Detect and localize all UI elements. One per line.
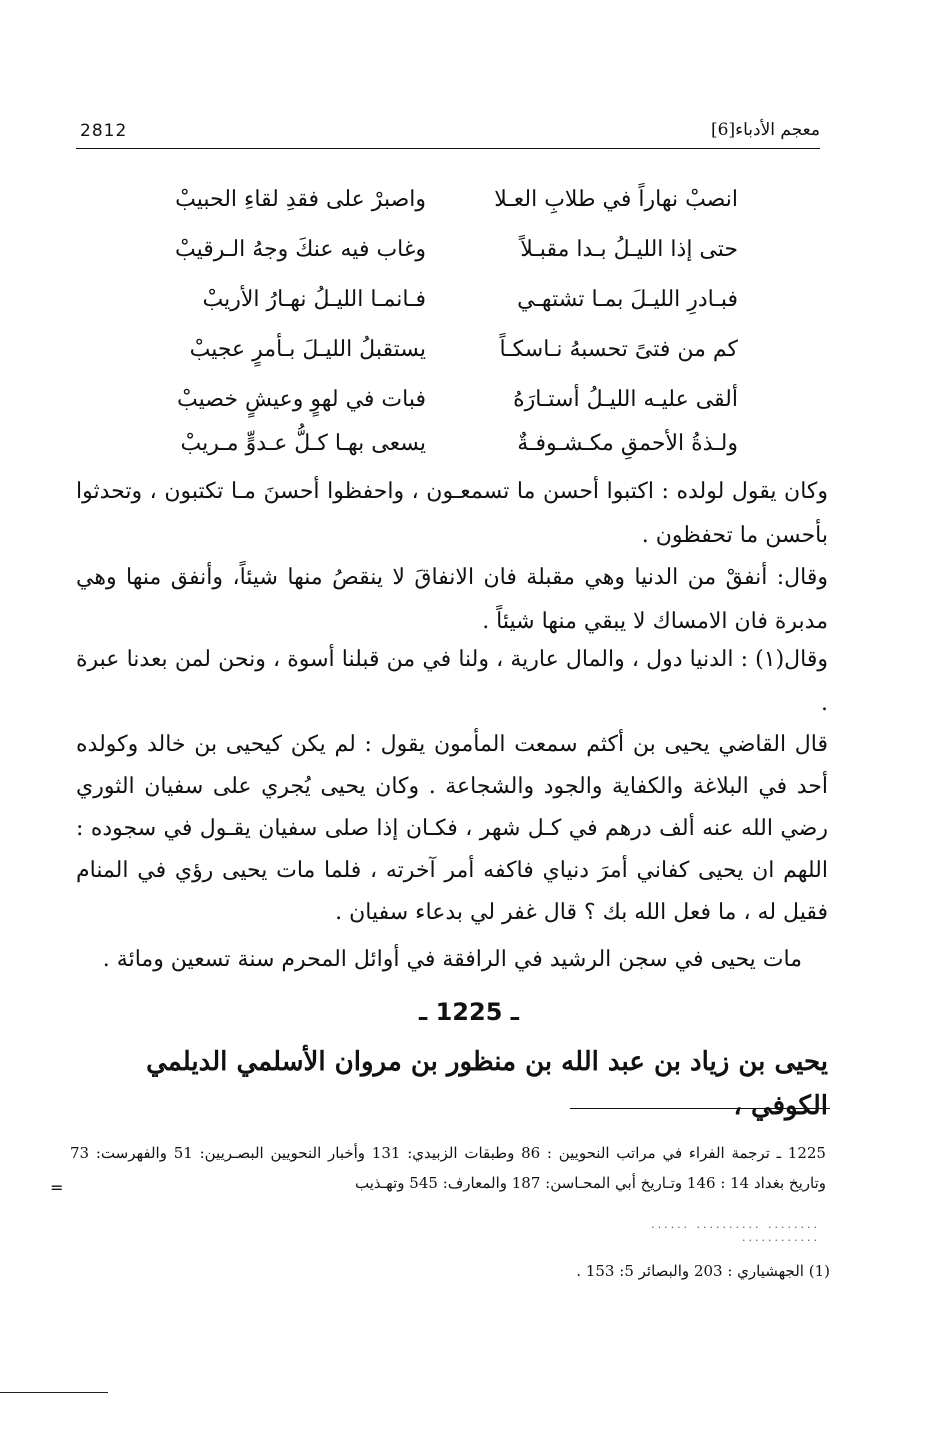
- poem-hemistich-first: كم من فتىً تحسبهُ نـاسكـاً: [499, 337, 738, 362]
- entry-number: ـ 1225 ـ: [419, 998, 519, 1026]
- paragraph-al-mamun-report: قال القاضي يحيى بن أكثم سمعت المأمون يقول : لم يكن كيحيى بن خالد وكولده أحد في البلاغة والكفاية والجود والشجاعة . وكان يحيى يُجري على سفيان الثوري رضي الله عنه ألف درهم في كـل شهر ، فكـان إذا صلى سفيان يقـول في سجوده : اللهم ان يحيى كفاني أمرَ دنياي فاكفه أمر آخرته ، فلما مات يحيى رؤي في المنام فقيل له ، ما فعل الله بك ؟ قال غفر لي بدعاء سفيان .: [76, 732, 828, 925]
- poem-hemistich-second: وغاب فيه عنكَ وجهُ الـرقيبْ: [175, 237, 426, 262]
- prose-block: [76, 638, 828, 726]
- running-header-title: معجم الأدباء[6]: [711, 120, 820, 140]
- continuation-mark: =: [50, 1178, 64, 1197]
- paragraph-death: مات يحيى في سجن الرشيد في الرافقة في أوائل المحرم سنة تسعين ومائة .: [102, 947, 802, 972]
- paragraph-advice-to-sons: وكان يقول لولده : اكتبوا أحسن ما تسمعـون ، واحفظوا أحسنَ مـا تكتبون ، وتحدثوا بأحسن ما تحفظون .: [76, 479, 828, 548]
- prose-block: [76, 938, 828, 982]
- poem-hemistich-second: يسعى بهـا كـلُّ عـدوٍّ مـريبْ: [180, 431, 426, 456]
- footnote-dots: ........ .......... ...... ............: [651, 1218, 820, 1244]
- footnote-divider: [570, 1108, 830, 1109]
- poem-hemistich-second: واصبرْ على فقدِ لقاءِ الحبيبْ: [175, 187, 426, 212]
- poem-hemistich-second: فـانمـا الليـلُ نهـارُ الأريبْ: [202, 287, 426, 312]
- poem-hemistich-second: يستقبلُ الليـلَ بـأمرٍ عجيبْ: [189, 337, 426, 362]
- footnote-1: (1) الجهشياري : 203 والبصائر 5: 153 .: [576, 1262, 830, 1280]
- scan-edge-line: [0, 1392, 108, 1393]
- prose-block: [76, 470, 828, 558]
- poem-hemistich-second: فبات في لهوٍ وعيشٍ خصيبْ: [177, 387, 426, 412]
- poem-hemistich-first: ولـذةُ الأحمقِ مكـشـوفـةٌ: [517, 431, 738, 456]
- poem-hemistich-first: حتى إذا الليـلُ بـدا مقبـلاً: [520, 237, 738, 262]
- entry-title: يحيى بن زياد بن عبد الله بن منظور بن مروان الأسلمي الديلمي الكوفي ،: [146, 1047, 828, 1121]
- poem-verse: [0, 284, 938, 334]
- header-divider: [76, 148, 820, 149]
- poem-hemistich-first: انصبْ نهاراً في طلابِ العـلا: [494, 187, 738, 212]
- paragraph-world-is-turns: وقال(١) : الدنيا دول ، والمال عارية ، ولنا في من قبلنا أسوة ، ونحن لمن بعدنا عبرة .: [76, 647, 828, 716]
- poem-verse: [0, 184, 938, 234]
- page-number: 2812: [80, 121, 128, 141]
- poem-hemistich-first: فبـادرِ الليـلَ بمـا تشتهـي: [517, 287, 738, 312]
- footnote-entry-sources: 1225 ـ ترجمة الفراء في مراتب النحويين : 86 وطبقات الزبيدي: 131 وأخبار النحويين البصـريين: 51 والفهرست: 73 وتاريخ بغداد 14 : 146 وتـاريخ أبي المحـاسن: 187 والمعارف: 545 وتهـذيب: [70, 1144, 826, 1192]
- prose-block: [76, 724, 828, 934]
- poem-verse: [0, 234, 938, 284]
- paragraph-spending: وقال: أنفقْ من الدنيا وهي مقبلة فان الانفاقَ لا ينقصُ منها شيئاً، وأنفق منها وهي مدبرة فان الامساك لا يبقي منها شيئاً .: [76, 565, 828, 634]
- poem-hemistich-first: ألقى عليـه الليـلُ أستـارَهُ: [513, 387, 738, 412]
- prose-block: [76, 556, 828, 644]
- poem-verse: [0, 334, 938, 384]
- poem-verse: [0, 384, 938, 434]
